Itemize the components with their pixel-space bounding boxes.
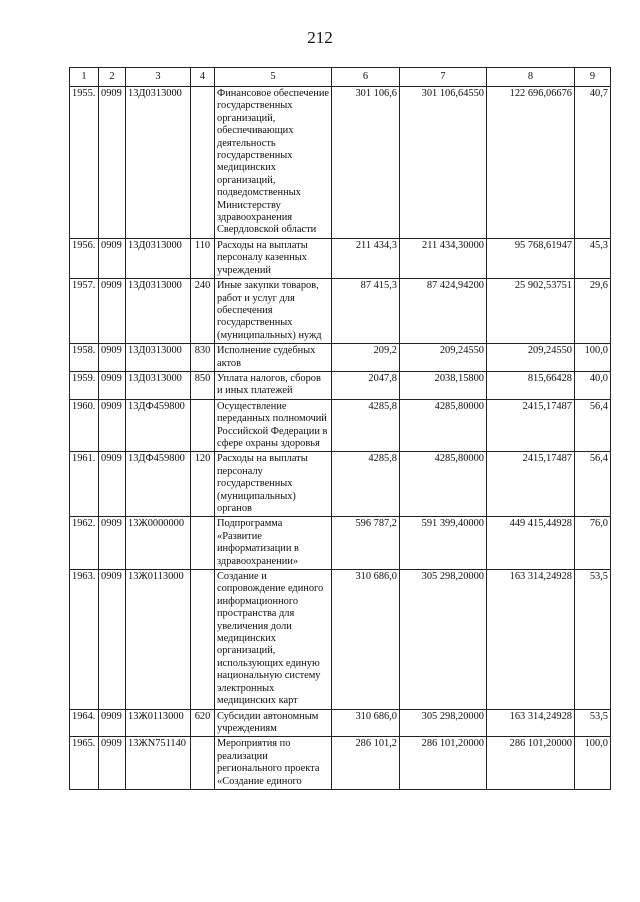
percent-cell: 53,5 — [575, 570, 611, 709]
page-number: 212 — [307, 28, 333, 47]
item-name-cell: Мероприятия по реализации регионального проекта «Создание единого — [215, 737, 332, 790]
section-code-cell: 0909 — [99, 87, 126, 239]
value-col-7-cell: 301 106,64550 — [400, 87, 487, 239]
table-row — [70, 737, 611, 790]
item-name-cell: Субсидии автономным учреждениям — [215, 709, 332, 737]
section-code-cell: 0909 — [99, 238, 126, 278]
target-code-cell: 13Ж0113000 — [126, 570, 191, 709]
item-name-cell: Расходы на выплаты персоналу казенных учреждений — [215, 238, 332, 278]
expense-type-cell: 110 — [191, 238, 215, 278]
percent-cell: 40,0 — [575, 371, 611, 399]
expense-type-cell: 850 — [191, 371, 215, 399]
value-col-8-cell: 2415,17487 — [487, 399, 575, 452]
row-number-cell: 1963. — [70, 570, 99, 709]
value-col-7-cell: 286 101,20000 — [400, 737, 487, 790]
percent-cell: 56,4 — [575, 452, 611, 517]
percent-cell: 40,7 — [575, 87, 611, 239]
expense-type-cell: 120 — [191, 452, 215, 517]
expense-type-cell — [191, 737, 215, 790]
item-name-cell: Осуществление переданных полномочий Российской Федерации в сфере охраны здоровья — [215, 399, 332, 452]
value-col-6-cell: 87 415,3 — [332, 279, 400, 344]
header-col-1: 1 — [70, 68, 99, 87]
value-col-6-cell: 211 434,3 — [332, 238, 400, 278]
table-row — [70, 87, 611, 239]
table-row — [70, 279, 611, 344]
item-name-cell: Иные закупки товаров, работ и услуг для обеспечения государственных (муниципальных) нужд — [215, 279, 332, 344]
table-row — [70, 709, 611, 737]
header-col-5: 5 — [215, 68, 332, 87]
section-code-cell: 0909 — [99, 344, 126, 372]
header-col-9: 9 — [575, 68, 611, 87]
value-col-7-cell: 211 434,30000 — [400, 238, 487, 278]
percent-cell: 45,3 — [575, 238, 611, 278]
target-code-cell: 13Д0313000 — [126, 279, 191, 344]
section-code-cell: 0909 — [99, 371, 126, 399]
expense-type-cell — [191, 570, 215, 709]
value-col-6-cell: 310 686,0 — [332, 570, 400, 709]
item-name-cell: Исполнение судебных актов — [215, 344, 332, 372]
expense-type-cell: 240 — [191, 279, 215, 344]
value-col-8-cell: 122 696,06676 — [487, 87, 575, 239]
percent-cell: 29,6 — [575, 279, 611, 344]
item-name-cell: Расходы на выплаты персоналу государственных (муниципальных) органов — [215, 452, 332, 517]
row-number-cell: 1961. — [70, 452, 99, 517]
header-col-2: 2 — [99, 68, 126, 87]
row-number-cell: 1956. — [70, 238, 99, 278]
target-code-cell: 13ДФ459800 — [126, 452, 191, 517]
section-code-cell: 0909 — [99, 452, 126, 517]
table-row — [70, 344, 611, 372]
section-code-cell: 0909 — [99, 570, 126, 709]
value-col-7-cell: 4285,80000 — [400, 452, 487, 517]
value-col-8-cell: 286 101,20000 — [487, 737, 575, 790]
target-code-cell: 13Д0313000 — [126, 344, 191, 372]
target-code-cell: 13ЖN751140 — [126, 737, 191, 790]
row-number-cell: 1960. — [70, 399, 99, 452]
value-col-7-cell: 87 424,94200 — [400, 279, 487, 344]
percent-cell: 100,0 — [575, 737, 611, 790]
percent-cell: 56,4 — [575, 399, 611, 452]
section-code-cell: 0909 — [99, 517, 126, 570]
value-col-8-cell: 815,66428 — [487, 371, 575, 399]
value-col-6-cell: 4285,8 — [332, 399, 400, 452]
target-code-cell: 13Д0313000 — [126, 87, 191, 239]
target-code-cell: 13Д0313000 — [126, 238, 191, 278]
percent-cell: 53,5 — [575, 709, 611, 737]
value-col-8-cell: 163 314,24928 — [487, 709, 575, 737]
table-body — [70, 87, 611, 790]
row-number-cell: 1955. — [70, 87, 99, 239]
value-col-8-cell: 163 314,24928 — [487, 570, 575, 709]
percent-cell: 76,0 — [575, 517, 611, 570]
value-col-8-cell: 95 768,61947 — [487, 238, 575, 278]
value-col-7-cell: 209,24550 — [400, 344, 487, 372]
row-number-cell: 1964. — [70, 709, 99, 737]
value-col-6-cell: 301 106,6 — [332, 87, 400, 239]
value-col-6-cell: 209,2 — [332, 344, 400, 372]
value-col-8-cell: 209,24550 — [487, 344, 575, 372]
value-col-6-cell: 596 787,2 — [332, 517, 400, 570]
expense-type-cell — [191, 399, 215, 452]
section-code-cell: 0909 — [99, 279, 126, 344]
header-col-4: 4 — [191, 68, 215, 87]
header-col-7: 7 — [400, 68, 487, 87]
expense-type-cell: 830 — [191, 344, 215, 372]
header-col-3: 3 — [126, 68, 191, 87]
expense-type-cell: 620 — [191, 709, 215, 737]
item-name-cell: Уплата налогов, сборов и иных платежей — [215, 371, 332, 399]
row-number-cell: 1965. — [70, 737, 99, 790]
table-row — [70, 238, 611, 278]
value-col-6-cell: 286 101,2 — [332, 737, 400, 790]
target-code-cell: 13Д0313000 — [126, 371, 191, 399]
value-col-7-cell: 305 298,20000 — [400, 570, 487, 709]
target-code-cell: 13Ж0000000 — [126, 517, 191, 570]
header-col-8: 8 — [487, 68, 575, 87]
target-code-cell: 13ДФ459800 — [126, 399, 191, 452]
section-code-cell: 0909 — [99, 737, 126, 790]
value-col-6-cell: 2047,8 — [332, 371, 400, 399]
value-col-7-cell: 4285,80000 — [400, 399, 487, 452]
row-number-cell: 1957. — [70, 279, 99, 344]
header-col-6: 6 — [332, 68, 400, 87]
row-number-cell: 1959. — [70, 371, 99, 399]
expense-type-cell — [191, 87, 215, 239]
table-row — [70, 570, 611, 709]
expense-type-cell — [191, 517, 215, 570]
value-col-7-cell: 305 298,20000 — [400, 709, 487, 737]
row-number-cell: 1958. — [70, 344, 99, 372]
item-name-cell: Подпрограмма «Развитие информатизации в здравоохранении» — [215, 517, 332, 570]
value-col-8-cell: 2415,17487 — [487, 452, 575, 517]
table-header-row — [70, 68, 611, 87]
table-row — [70, 399, 611, 452]
section-code-cell: 0909 — [99, 399, 126, 452]
budget-table — [69, 67, 611, 790]
value-col-7-cell: 2038,15800 — [400, 371, 487, 399]
value-col-7-cell: 591 399,40000 — [400, 517, 487, 570]
value-col-8-cell: 449 415,44928 — [487, 517, 575, 570]
value-col-6-cell: 310 686,0 — [332, 709, 400, 737]
item-name-cell: Финансовое обеспечение государственных организаций, обеспечивающих деятельность государственных медицинских организаций, подведомственных Министерству здравоохранения Свердловской области — [215, 87, 332, 239]
percent-cell: 100,0 — [575, 344, 611, 372]
table-row — [70, 452, 611, 517]
table-row — [70, 371, 611, 399]
value-col-8-cell: 25 902,53751 — [487, 279, 575, 344]
row-number-cell: 1962. — [70, 517, 99, 570]
section-code-cell: 0909 — [99, 709, 126, 737]
table-row — [70, 517, 611, 570]
value-col-6-cell: 4285,8 — [332, 452, 400, 517]
item-name-cell: Создание и сопровождение единого информационного пространства для увеличения доли медицинских организаций, использующих единую национальную систему электронных медицинских карт — [215, 570, 332, 709]
target-code-cell: 13Ж0113000 — [126, 709, 191, 737]
